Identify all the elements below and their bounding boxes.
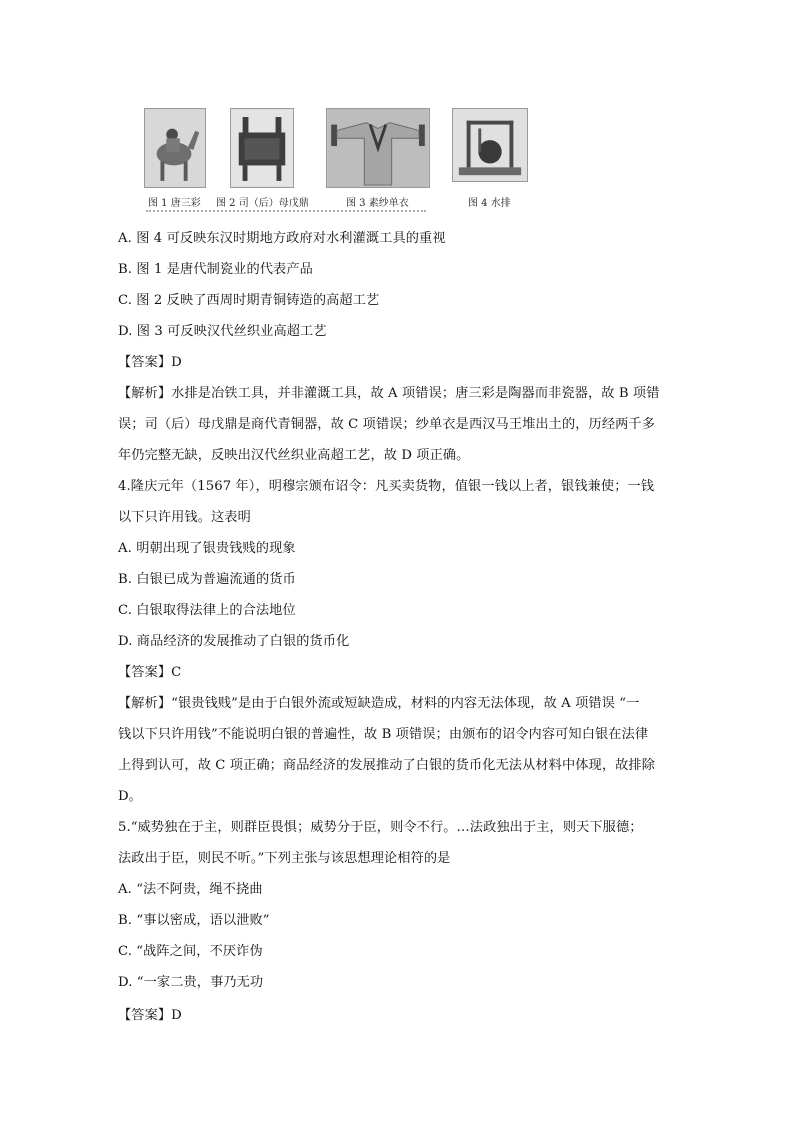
option-c: C. 白银取得法律上的合法地位 [118, 603, 296, 618]
question-4: 以下只许用钱。这表明 [118, 510, 251, 525]
question-5: 5.“威势独在于主，则群臣畏惧；威势分于臣，则令不行。…法政独出于主，则天下服德； [118, 820, 643, 835]
figure-caption: 图 4 水排 [468, 198, 511, 209]
figure-row [142, 108, 542, 220]
option-b: B. 图 1 是唐代制瓷业的代表产品 [118, 262, 313, 277]
figure-1 [144, 108, 206, 209]
option-a: A. “法不阿贵，绳不挠曲 [118, 882, 263, 897]
bronze-ding-image [230, 108, 294, 188]
figure-caption: 图 2 司（后）母戊鼎 [216, 198, 309, 209]
cropped-text-residue [146, 210, 426, 218]
analysis-line: 【解析】“银贵钱贱”是由于白银外流或短缺造成，材料的内容无法体现，故 A 项错误 “一 [118, 696, 640, 711]
answer: 【答案】C [118, 665, 182, 680]
figure-4 [452, 108, 528, 209]
option-c: C. “战阵之间，不厌诈伪 [118, 944, 263, 959]
question-4: 4.隆庆元年（1567 年），明穆宗颁布诏令：凡买卖货物，值银一钱以上者，银钱兼使；一钱 [118, 479, 655, 494]
silk-robe-image [326, 108, 430, 188]
option-a: A. 明朝出现了银贵钱贱的现象 [118, 541, 296, 556]
analysis-line: 误；司（后）母戊鼎是商代青铜器，故 C 项错误；纱单衣是西汉马王堆出土的，历经两千多 [118, 417, 655, 432]
figure-2 [216, 108, 309, 209]
analysis-line: 【解析】水排是冶铁工具，并非灌溉工具，故 A 项错误；唐三彩是陶器而非瓷器，故 B 项错 [118, 386, 660, 401]
answer: 【答案】D [118, 355, 182, 370]
option-d: D. 商品经济的发展推动了白银的货币化 [118, 634, 350, 649]
option-c: C. 图 2 反映了西周时期青铜铸造的高超工艺 [118, 293, 380, 308]
option-a: A. 图 4 可反映东汉时期地方政府对水利灌溉工具的重视 [118, 231, 446, 246]
figure-3 [326, 108, 430, 209]
tang-sancai-camel-image [144, 108, 206, 188]
option-d: D. “一家二贵，事乃无功 [118, 975, 264, 990]
analysis-line: D。 [118, 789, 142, 804]
figure-caption: 图 1 唐三彩 [148, 198, 201, 209]
analysis-line: 年仍完整无缺，反映出汉代丝织业高超工艺，故 D 项正确。 [118, 448, 470, 463]
water-bellows-image [452, 108, 528, 182]
question-5: 法政出于臣，则民不听。”下列主张与该思想理论相符的是 [118, 851, 451, 866]
answer: 【答案】D [118, 1008, 182, 1023]
option-b: B. 白银已成为普遍流通的货币 [118, 572, 296, 587]
figure-caption: 图 3 素纱单衣 [346, 198, 409, 209]
option-d: D. 图 3 可反映汉代丝织业高超工艺 [118, 324, 327, 339]
analysis-line: 钱以下只许用钱”不能说明白银的普遍性，故 B 项错误；由颁布的诏令内容可知白银在法律 [118, 727, 649, 742]
option-b: B. “事以密成，语以泄败” [118, 913, 270, 928]
analysis-line: 上得到认可，故 C 项正确；商品经济的发展推动了白银的货币化无法从材料中体现，故排除 [118, 758, 655, 773]
